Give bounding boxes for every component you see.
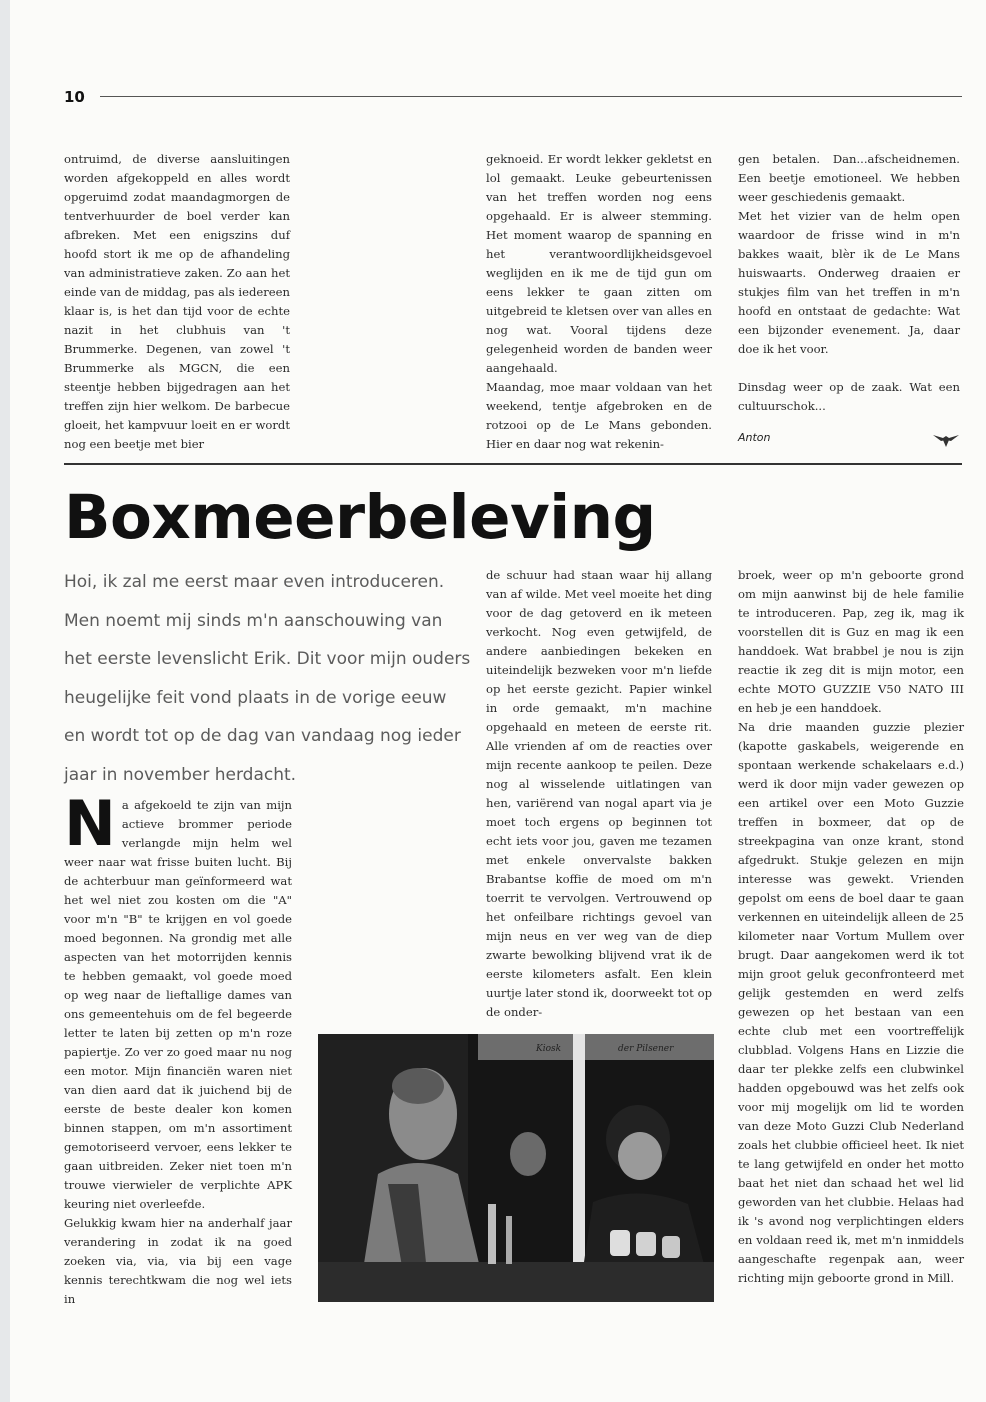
- section-divider: [64, 463, 962, 465]
- page-edge: [0, 0, 10, 1402]
- article-column-1: [64, 787, 292, 1309]
- prev-article-column-1: [64, 150, 290, 454]
- paragraph: Na drie maanden guzzie plezier (kapotte gaskabels, weigerende en spontaan werkende schakelaars e.d.) werd ik door mijn vader gewezen op een artikel over een Moto Guzzie treffen in boxmeer, dat op de streekpagina van onze krant, stond afgedrukt. Stukje gelezen en mijn interesse was gewekt. Vrienden gepolst om eens de boel daar te gaan verkennen en uiteindelijk alleen de 25 kilometer naar Vortum Mullem over brugt. Daar aangekomen werd ik tot mijn groot geluk geconfronteerd met gelijk gestemden en werd zelfs gewezen op het bestaan van een echte club met een voortreffelijk clubblad. Volgens Hans en Lizzie die daar ter plekke zelfs een clubwinkel hadden opgebouwd was het zelfs ook voor mij mogelijk om lid te worden van deze Moto Guzzi Club Nederland zoals het clubbie officieel heet. Ik niet te lang getwijfeld en onder het motto baat het niet dan schaad het wel lid geworden van het clubbie. Helaas had ik 's avond nog verplichtingen elders en voldaan reed ik, met m'n inmiddels aangeschafte regenpak aan, weer richting mijn geboorte grond in Mill.: [738, 720, 964, 1285]
- paragraph: Maandag, moe maar voldaan van het weekend, tentje afgebroken en de rotzooi op de Le Mans gebonden. Hier en daar nog wat rekenin-: [486, 380, 712, 451]
- paragraph: [64, 787, 292, 1214]
- paragraph: geknoeid. Er wordt lekker gekletst en lol gemaakt. Leuke gebeurtenissen van het treffen worden nog eens opgehaald. Er is alweer stemming. Het moment waarop de spanning en het verantwoordlijkheidsgevoel weglijden en ik me de tijd gun om eens lekker te gaan zitten om uitgebreid te kletsen over van alles en nog wat. Vooral tijdens deze gelegenheid worden de banden weer aangehaald.: [486, 152, 712, 375]
- article-title: Boxmeerbeleving: [64, 482, 656, 553]
- paragraph: Dinsdag weer op de zaak. Wat een cultuurschok...: [738, 380, 960, 413]
- photo-sign-right: der Pilsener: [618, 1044, 674, 1054]
- eagle-emblem-icon: [932, 432, 960, 448]
- paragraph: broek, weer op m'n geboorte grond om mijn aanwinst bij de hele familie te introduceren. Pap, zeg ik, mag ik voorstellen dit is Guz en mag ik een handdoek. Wat brabbel je nou is zijn reactie ik zeg dit is mijn motor, een echte MOTO GUZZIE V50 NATO III en heb je een handdoek.: [738, 568, 964, 715]
- header-rule: [100, 96, 962, 97]
- article-column-3: [738, 566, 964, 1288]
- prev-article-column-2: [486, 150, 712, 454]
- paragraph: gen betalen. Dan...afscheidnemen. Een beetje emotioneel. We hebben weer geschiedenis gemaakt.: [738, 152, 960, 204]
- drop-cap: N: [64, 787, 116, 860]
- bar-photo: [318, 1034, 714, 1302]
- author-signature: Anton: [738, 431, 771, 444]
- photo-sign-left: Kiosk: [536, 1044, 562, 1054]
- paragraph: de schuur had staan waar hij allang van af wilde. Met veel moeite het ding voor de dag getoverd en ik meteen verkocht. Nog even getwijfeld, de andere aanbiedingen bekeken en uiteindelijk bezweken voor m'n liefde op het eerste gezicht. Papier winkel in orde gemaakt, m'n machine opgehaald en meteen de eerste rit. Alle vrienden af om de reacties over mijn recente aankoop te peilen. Deze nog al wisselende uitlatingen van hen, variërend van nogal apart via je moet toch ergens op beginnen tot echt iets voor jou, gaven me tezamen met enkele onvervalste bakken Brabantse koffie de moed om m'n toerrit te vervolgen. Vertrouwend op het onfeilbare richtings gevoel van mijn neus en ver weg van de diep zwarte bewolking blijvend vrat ik de eerste kilometers asfalt. Een klein uurtje later stond ik, doorweekt tot op de onder-: [486, 568, 712, 1019]
- article-intro: Hoi, ik zal me eerst maar even introduceren. Men noemt mij sinds m'n aanschouwing van het eerste levenslicht Erik. Dit voor mijn ouders heugelijke feit vond plaats in de vorige eeuw en wordt tot op de dag van vandaag nog ieder jaar in november herdacht.: [64, 572, 471, 785]
- paragraph: Met het vizier van de helm open waardoor de frisse wind in m'n bakkes waait, blèr ik de Le Mans huiswaarts. Onderweg draaien er stukjes film van het treffen in m'n hoofd en ontstaat de gedachte: Wat een bijzonder evenement. Ja, daar doe ik het voor.: [738, 209, 960, 356]
- paragraph-text: a afgekoeld te zijn van mijn actieve brommer periode verlangde mijn helm wel weer naar wat frisse buiten lucht. Bij de achterbuur man geïnformeerd wat het wel niet zou kosten om die "A" voor m'n "B" te krijgen en vol goede moed begonnen. Na grondig met alle aspecten van het motorrijden kennis te hebben gemaakt, vol goede moed op weg naar de lieftallige dames van ons gemeentehuis om de fel begeerde letter te laten bij zetten op m'n roze papiertje. Zo ver zo goed maar nu nog een motor. Mijn financiën waren niet van dien aard dat ik juichend bij de eerste de beste dealer kon komen binnen stappen, om m'n assortiment gemotoriseerd vervoer, eens lekker te gaan uitbreiden. Zeker niet toen m'n trouwe vierwieler de verplichte APK keuring niet overleefde.: [64, 798, 292, 1211]
- page-number: 10: [64, 88, 85, 106]
- paragraph: Gelukkig kwam hier na anderhalf jaar verandering in zodat ik na goed zoeken via, via, via bij een vage kennis terechtkwam die nog wel iets in: [64, 1216, 292, 1306]
- paragraph: ontruimd, de diverse aansluitingen worden afgekoppeld en alles wordt opgeruimd zodat maandagmorgen de tentverhuurder de boel verder kan afbreken. Met een enigszins duf hoofd stort ik me op de afhandeling van administratieve zaken. Zo aan het einde van de middag, pas als iedereen klaar is, is het dan tijd voor de echte nazit in het clubhuis van 't Brummerke. Degenen, van zowel 't Brummerke als MGCN, die een steentje hebben bijgedragen aan het treffen zijn hier welkom. De barbecue gloeit, het kampvuur loeit en er wordt nog een beetje met bier: [64, 152, 290, 451]
- article-column-2: [486, 566, 712, 1022]
- prev-article-column-3: [738, 150, 960, 416]
